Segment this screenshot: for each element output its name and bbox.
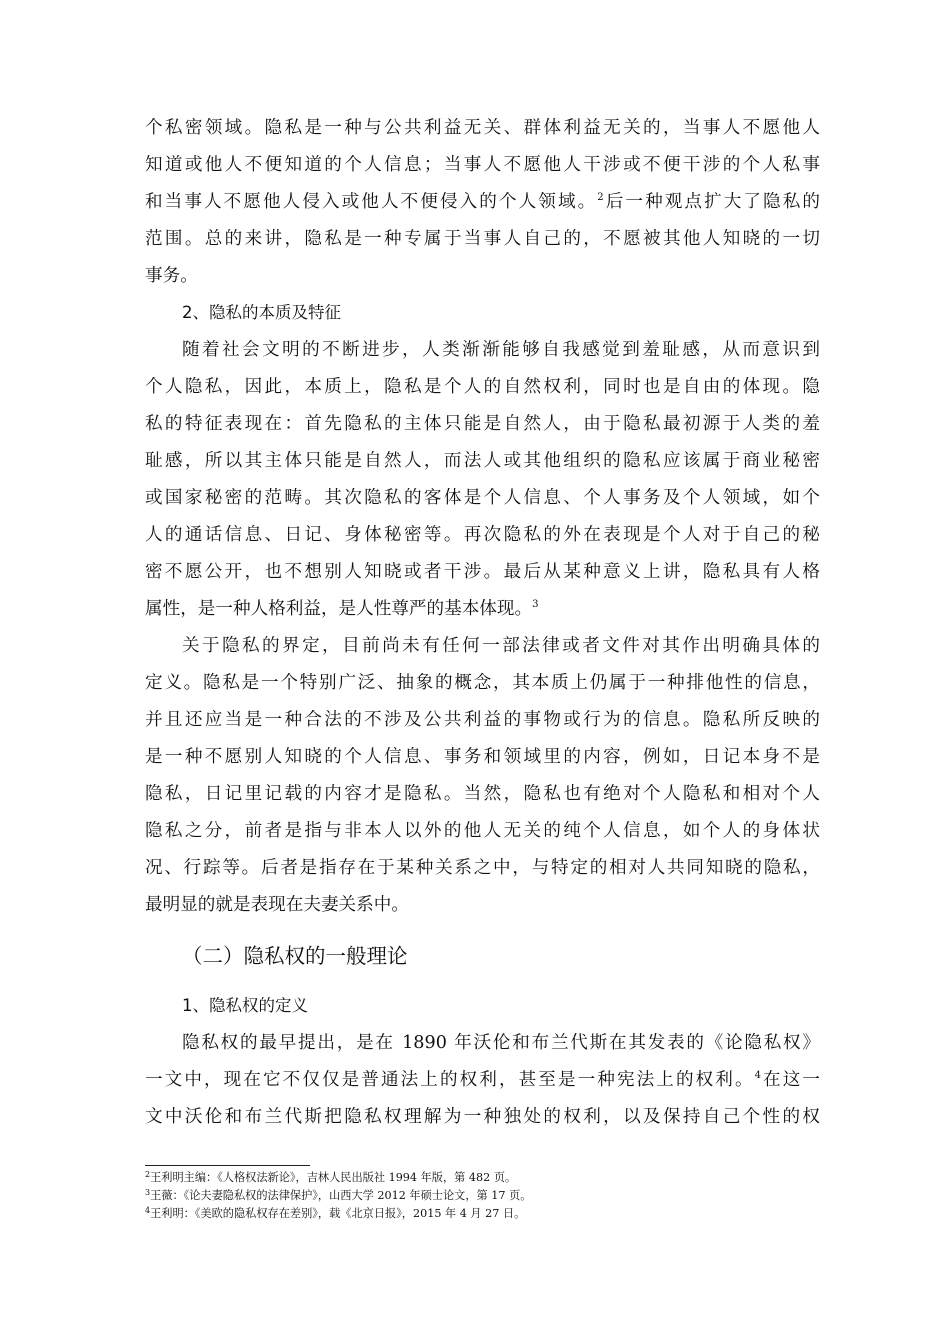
text-line: 密不愿公开，也不想别人知晓或者干涉。最后从某种意义上讲，隐私具有人格 — [145, 562, 820, 582]
footnote-number: 2 — [145, 1170, 151, 1179]
text-line: 随着社会文明的不断进步，人类渐渐能够自我感觉到羞耻感，从而意识到 — [182, 340, 820, 360]
text-line: 况、行踪等。后者是指存在于某种关系之中，与特定的相对人共同知晓的隐私， — [145, 858, 820, 878]
text-line: 定义。隐私是一个特别广泛、抽象的概念，其本质上仍属于一种排他性的信息， — [145, 673, 820, 693]
footnote-2 — [145, 1170, 516, 1186]
text-line: 隐私权的最早提出，是在 1890 年沃伦和布兰代斯在其发表的《论隐私权》 — [182, 1033, 820, 1053]
text-line: 一文中，现在它不仅仅是普通法上的权利，甚至是一种宪法上的权利。$^4$在这一 — [145, 1070, 820, 1090]
footnote-text: 王利明主编：《人格权法新论》，吉林人民出版社 1994 年版，第 482 页。 — [150, 1171, 517, 1184]
text-line: 属性，是一种人格利益，是人性尊严的基本体现。$^3$ — [145, 599, 539, 619]
text-line: 事务。 — [145, 266, 198, 286]
section-heading-privacy-right-definition: 1、隐私权的定义 — [182, 996, 308, 1015]
text-line: 私的特征表现在：首先隐私的主体只能是自然人，由于隐私最初源于人类的羞 — [145, 414, 820, 434]
footnote-number: 4 — [145, 1206, 151, 1215]
footnote-ref-3[interactable]: 3 — [532, 599, 539, 610]
text-line: 并且还应当是一种合法的不涉及公共利益的事物或行为的信息。隐私所反映的 — [145, 710, 820, 730]
text-line: 个人隐私，因此，本质上，隐私是个人的自然权利，同时也是自由的体现。隐 — [145, 377, 820, 397]
text-line: 人的通话信息、日记、身体秘密等。再次隐私的外在表现是个人对于自己的秘 — [145, 525, 820, 545]
footnote-text: 王利明：《美欧的隐私权存在差别》，载《北京日报》，2015 年 4 月 27 日。 — [150, 1207, 526, 1220]
text-line: 隐私之分，前者是指与非本人以外的他人无关的纯个人信息，如个人的身体状 — [145, 821, 820, 841]
text-line: 关于隐私的界定，目前尚未有任何一部法律或者文件对其作出明确具体的 — [182, 636, 820, 656]
text-line: 隐私，日记里记载的内容才是隐私。当然，隐私也有绝对个人隐私和相对个人 — [145, 784, 820, 804]
footnote-3 — [145, 1188, 531, 1204]
text-line: 个私密领域。隐私是一种与公共利益无关、群体利益无关的，当事人不愿他人 — [145, 118, 820, 138]
text-line: 文中沃伦和布兰代斯把隐私权理解为一种独处的权利，以及保持自己个性的权 — [145, 1107, 820, 1127]
text-line: 或国家秘密的范畴。其次隐私的客体是个人信息、个人事务及个人领域，如个 — [145, 488, 820, 508]
chapter-heading-privacy-right-theory: （二）隐私权的一般理论 — [182, 944, 408, 968]
footnote-4 — [145, 1206, 525, 1222]
text-line: 知道或他人不便知道的个人信息；当事人不愿他人干涉或不便干涉的个人私事 — [145, 155, 820, 175]
section-heading-nature-features: 2、隐私的本质及特征 — [182, 303, 341, 322]
footnote-number: 3 — [145, 1188, 151, 1197]
footnote-text: 王薇：《论夫妻隐私权的法律保护》，山西大学 2012 年硕士论文，第 17 页。 — [150, 1189, 532, 1202]
footnote-divider — [145, 1165, 310, 1166]
text-line: 是一种不愿别人知晓的个人信息、事务和领域里的内容，例如，日记本身不是 — [145, 747, 820, 767]
text-line: 最明显的就是表现在夫妻关系中。 — [145, 895, 409, 915]
text-line: 耻感，所以其主体只能是自然人，而法人或其他组织的隐私应该属于商业秘密 — [145, 451, 820, 471]
footnote-ref-2[interactable]: 2 — [597, 192, 604, 203]
text-line: 范围。总的来讲，隐私是一种专属于当事人自己的，不愿被其他人知晓的一切 — [145, 229, 820, 249]
text-line: 和当事人不愿他人侵入或他人不便侵入的个人领域。$^2$后一种观点扩大了隐私的 — [145, 192, 820, 212]
footnote-ref-4[interactable]: 4 — [754, 1070, 761, 1081]
